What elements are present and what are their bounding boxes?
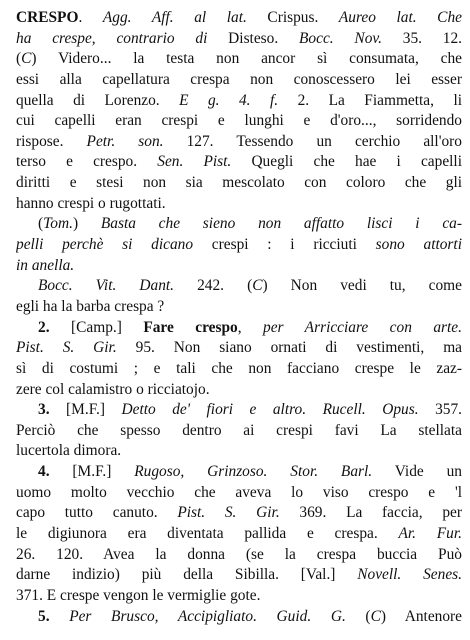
text-segment: 371. E crespe vengon le vermiglie gote. [16, 586, 261, 604]
text-segment: rispose. [16, 132, 87, 150]
text-segment: Quegli che hae i capelli [231, 153, 462, 171]
text-segment: ) Videro... la testa non ancor sì consumata, che [31, 50, 462, 68]
text-line [16, 29, 462, 50]
text-line [16, 359, 462, 380]
text-line [16, 441, 462, 462]
text-line [16, 483, 462, 504]
text-line [16, 586, 462, 607]
text-line [16, 421, 462, 442]
italic-text: Agg. Aff. al lat. [102, 9, 247, 26]
text-line [16, 565, 462, 586]
text-line [16, 338, 462, 359]
text-segment: 369. La faccia, per [279, 504, 462, 522]
text-segment: diritti e stesi non sia mescolato con coloro che gli [16, 174, 462, 192]
text-segment: lucertola dimora. [16, 442, 122, 460]
italic-text: Novell. Senes. [357, 566, 462, 584]
text-line [16, 111, 462, 132]
text-line [16, 8, 462, 29]
italic-text: sono attorti [375, 236, 462, 254]
text-segment: 26. 120. Avea la donna (se la crespa buccia Può [16, 545, 462, 563]
text-line [16, 235, 462, 256]
text-segment: hanno crespi o rugottati. [16, 194, 166, 212]
bold-text: 2. [38, 318, 71, 336]
italic-text: E g. 4. f. [179, 91, 279, 109]
text-segment: 127. Tessendo un cerchio all'oro [163, 132, 462, 150]
text-segment: ( [16, 50, 22, 68]
text-segment: 357. [418, 401, 462, 419]
text-segment: 242. ( [174, 277, 253, 295]
text-segment: essi alla capellatura crespa non conoscessero lei esser [16, 70, 462, 88]
text-line [16, 132, 462, 153]
text-line [16, 194, 462, 215]
text-segment: ) Antenore [380, 607, 462, 625]
text-segment: Disteso. [207, 29, 300, 47]
italic-text: Detto de' fiori e altro. Rucell. Opus. [121, 401, 419, 419]
italic-text: Basta che sieno non affatto lisci i ca- [100, 215, 462, 233]
text-segment: Perciò che spesso dentro ai crespi favi La stellata [16, 421, 462, 439]
bold-text: 3. [38, 401, 67, 419]
text-segment: [M.F.] [72, 463, 135, 481]
text-segment: ( [38, 215, 44, 233]
text-line [16, 545, 462, 566]
bold-text: CRESPO [16, 9, 79, 26]
text-line [16, 380, 462, 401]
text-line [16, 524, 462, 545]
text-segment: le digiunora era diventata pallida e crespa. [16, 525, 399, 543]
text-segment: 2. La Fiammetta, li [278, 91, 462, 109]
text-line [16, 49, 462, 70]
text-segment: terso e crespo. [16, 153, 158, 171]
text-segment: egli ha la barba crespa ? [16, 297, 165, 315]
text-line [16, 256, 462, 277]
italic-text: C [252, 277, 263, 295]
text-line [16, 297, 462, 318]
italic-text: Ar. Fur. [398, 525, 462, 543]
italic-text: C [21, 50, 32, 68]
italic-text: Sen. Pist. [157, 153, 232, 171]
italic-text: ha crespe, contrario di [16, 29, 208, 47]
text-line [16, 318, 462, 339]
text-line [16, 91, 462, 112]
text-segment: crespi : i ricciuti [193, 236, 376, 254]
text-segment: 95. Non siano ornati di vestimenti, ma [116, 339, 462, 357]
text-line [16, 152, 462, 173]
italic-text: per Arricciare con arte. [263, 318, 462, 336]
bold-text: Fare crespo [143, 318, 238, 336]
text-line [16, 400, 462, 421]
text-segment: cui capelli eran crespi e lunghi e d'oro..., sorridendo [16, 112, 462, 130]
italic-text: Pist. S. Gir. [177, 504, 280, 522]
text-segment: ) Non vedi tu, come [262, 277, 462, 295]
text-segment: [Camp.] [71, 318, 144, 336]
italic-text: Pist. S. Gir. [16, 339, 117, 357]
text-segment: , [237, 318, 263, 336]
text-segment: ) [72, 215, 101, 233]
italic-text: pelli perchè si dicano [16, 236, 194, 254]
italic-text: Per Brusco, Accipigliato. Guid. G. [69, 607, 346, 625]
text-segment: sì di costumi ; e tali che non facciano crespe le zaz- [16, 359, 462, 377]
italic-text: Petr. son. [86, 132, 164, 150]
text-segment: 35. 12. [381, 29, 462, 47]
bold-text: 5. [38, 607, 70, 625]
italic-text: in anella. [16, 256, 75, 274]
text-segment: uomo molto vecchio che aveva lo viso crespo e 'l [16, 483, 462, 501]
italic-text: Rugoso, Grinzoso. Stor. Barl. [134, 463, 373, 481]
text-segment: Crispus. [246, 9, 339, 26]
italic-text: Aureo lat. Che [338, 9, 462, 26]
text-segment: Vide un [372, 463, 462, 481]
text-line [16, 607, 462, 628]
text-segment: [M.F.] [66, 401, 122, 419]
italic-text: C [370, 607, 381, 625]
bold-text: 4. [38, 463, 73, 481]
text-line [16, 462, 462, 483]
text-segment: quella di Lorenzo. [16, 91, 180, 109]
italic-text: Bocc. Vit. Dant. [38, 277, 175, 295]
text-line [16, 503, 462, 524]
dictionary-entry-crespo [16, 8, 462, 627]
text-segment: zere col calamistro o ricciatojo. [16, 380, 210, 398]
text-segment: ( [345, 607, 371, 625]
italic-text: Bocc. Nov. [299, 29, 382, 47]
text-line [16, 173, 462, 194]
text-line [16, 70, 462, 91]
text-line [16, 276, 462, 297]
text-segment: darne indizio) più della Sibilla. [Val.] [16, 566, 358, 584]
italic-text: Tom. [43, 215, 73, 233]
text-line [16, 214, 462, 235]
text-segment: . [78, 9, 103, 26]
text-segment: capo tutto canuto. [16, 504, 178, 522]
